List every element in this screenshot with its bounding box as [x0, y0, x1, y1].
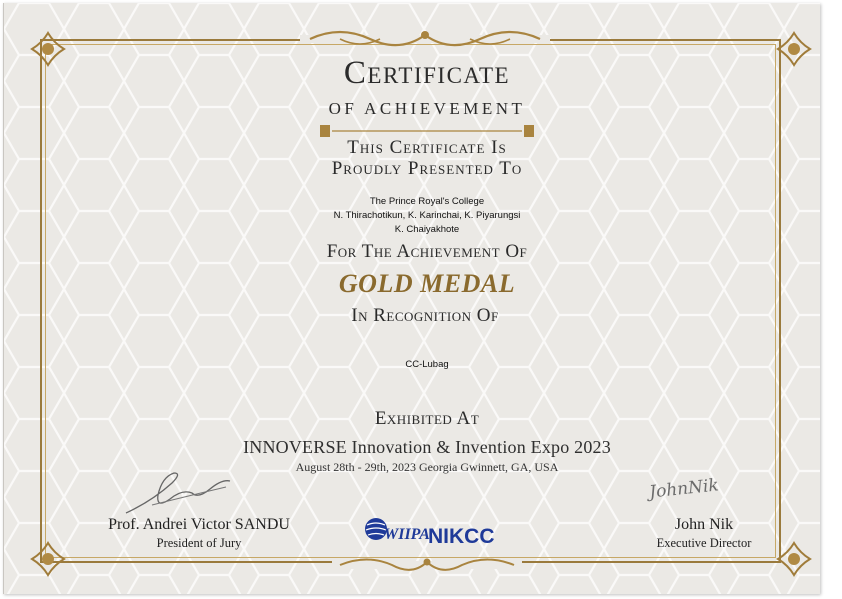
- recognition-intro: In Recognition Of: [351, 305, 499, 326]
- recipient-school: The Prince Royal's College: [369, 196, 485, 207]
- bottom-flourish-icon: [332, 552, 522, 578]
- certificate: [3, 3, 820, 594]
- right-signatory-role: Executive Director: [656, 536, 752, 550]
- right-signatory-name: John Nik: [674, 516, 734, 533]
- recipient-names-line-2: K. Chaiyakhote: [394, 224, 460, 235]
- left-signatory-role: President of Jury: [156, 536, 242, 550]
- corner-ornament-icon: [28, 539, 68, 579]
- project-name: CC-Lubag: [405, 359, 449, 370]
- certificate-title: Certificate: [343, 55, 511, 91]
- logo-nikcc-text: NIKCC: [428, 525, 495, 548]
- certificate-subtitle: OF ACHIEVEMENT: [328, 99, 526, 118]
- signature-scribble-icon: [122, 465, 234, 517]
- achievement-intro: For The Achievement Of: [326, 241, 528, 262]
- recipient-names-line-1: N. Thirachotikun, K. Karinchai, K. Piyarungsi: [333, 210, 521, 221]
- presented-line-2: Proudly Presented To: [331, 158, 523, 179]
- award-title: GOLD MEDAL: [338, 269, 516, 298]
- presented-line-1: This Certificate Is: [347, 137, 507, 158]
- event-name: INNOVERSE Innovation & Invention Expo 2023: [243, 437, 611, 457]
- exhibited-intro: Exhibited At: [374, 408, 480, 429]
- left-signatory-name: Prof. Andrei Victor SANDU: [108, 516, 290, 533]
- event-date-location: August 28th - 29th, 2023 Georgia Gwinnett, GA, USA: [295, 460, 559, 474]
- top-flourish-icon: [300, 21, 550, 59]
- logo-wiipa-text: WIIPA: [384, 526, 430, 543]
- right-signature-handwriting: JohnNik: [648, 475, 720, 503]
